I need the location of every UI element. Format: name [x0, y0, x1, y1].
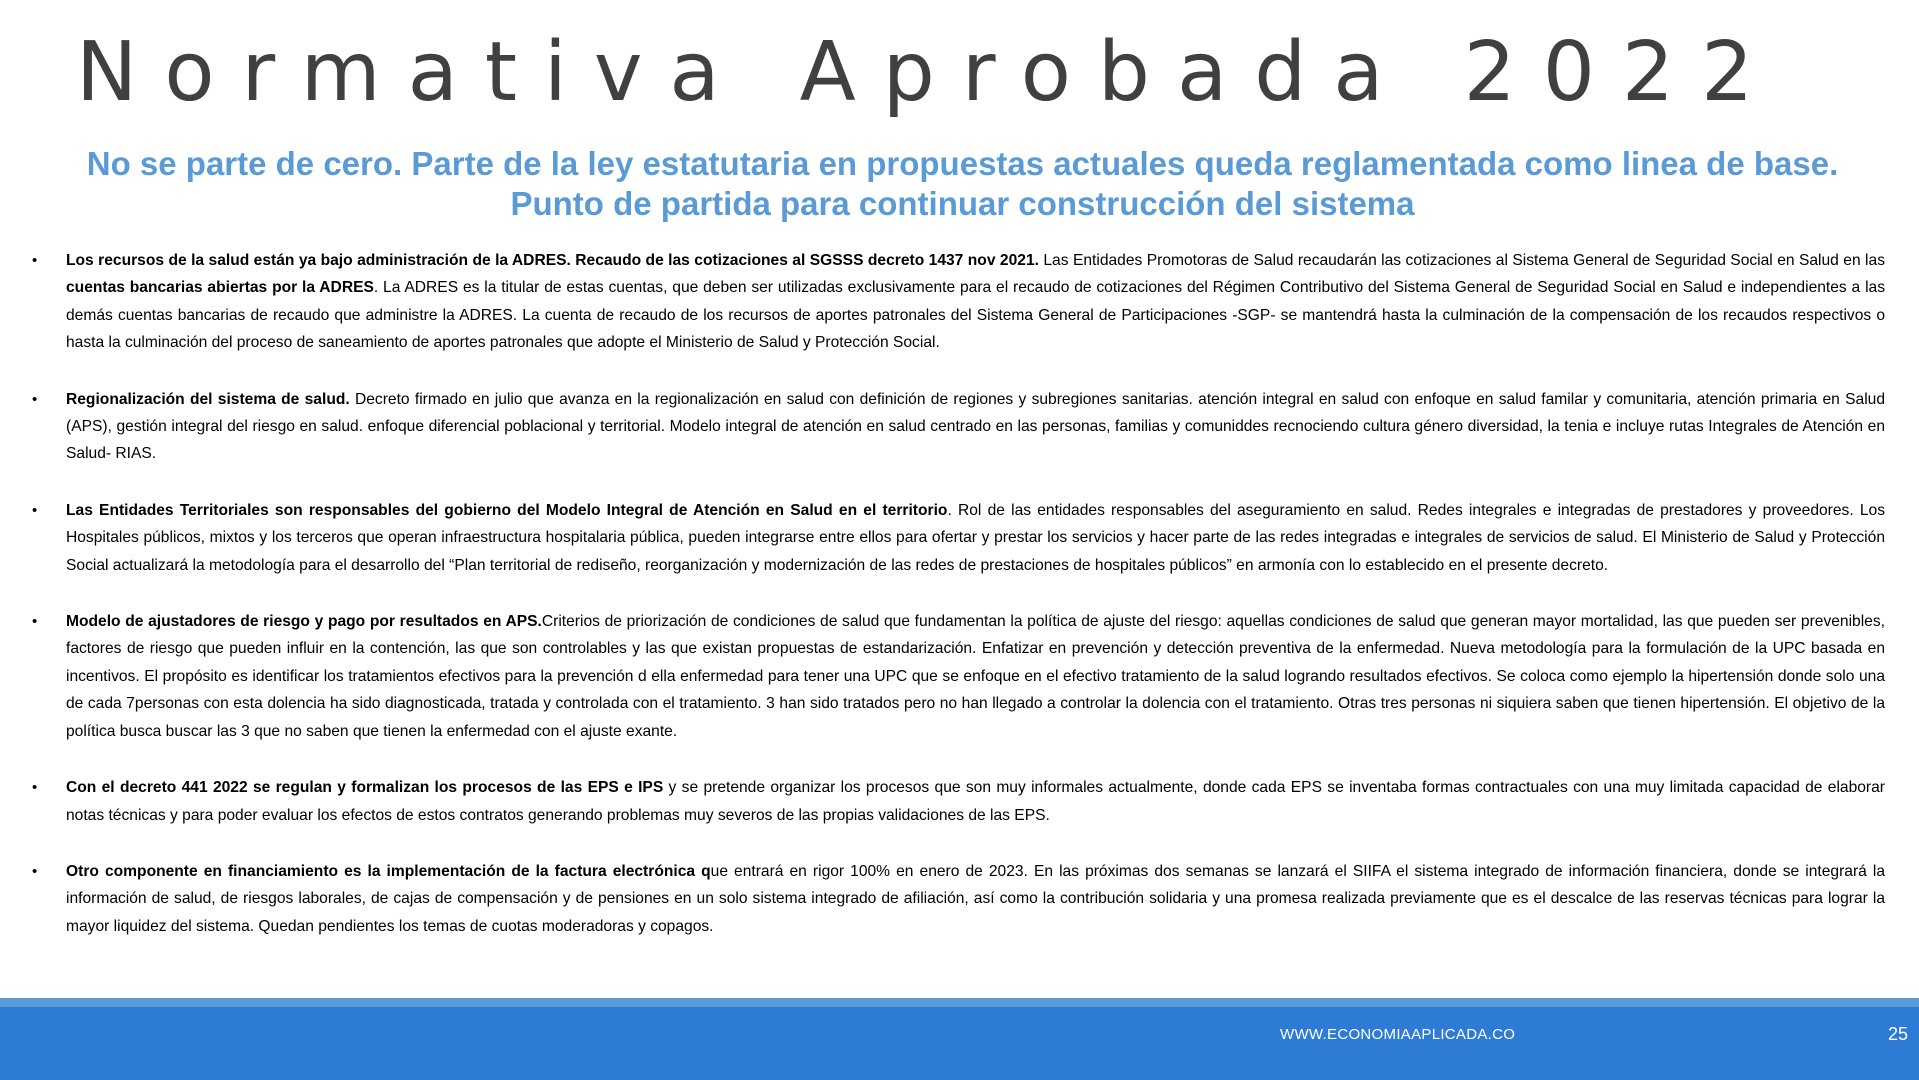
bullet-text: Decreto firmado en julio que avanza en la regionalización en salud con definición de regiones y subregiones sanitarias. atención integral en salud con enfoque en salud familar y comunitaria, atención primaria en Salud (APS), gestión integral del riesgo en salud. enfoque diferencial poblacional y territorial. Modelo integral de atención en salud centrado en las personas, familias y comuniddes recnociendo cultura género diversidad, la tenia e incluye rutas Integrales de Atención en Salud- RIAS. [66, 390, 1885, 463]
bullet-bold-text: Otro componente en financiamiento es la implementación de la factura electrónica q [66, 862, 711, 880]
slide-title: Normativa Aprobada 2022 [76, 25, 1781, 120]
bullet-entidades-territoriales [30, 497, 1885, 579]
subtitle-line-1: No se parte de cero. Parte de la ley estatutaria en propuestas actuales queda reglamentada como linea de base. [86, 145, 1839, 182]
footer-bar [0, 1007, 1919, 1080]
bullet-dot-icon: • [32, 252, 38, 269]
bullet-dot-icon: • [32, 501, 38, 519]
bullet-text: Criterios de priorización de condiciones de salud que fundamentan la política de ajuste del riesgo: aquellas condiciones de salud que generan mayor mortalidad, las que pueden ser prevenibles, factores de riesgo que pueden influir en la contención, las que son controlables y las que existan propuestas de estandarización. Enfatizar en prevención y detección preventiva de la enfermedad. Nueva metodología para la formulación de la UPC basada en incentivos. El propósito es identificar los tratamientos efectivos para la prevención d ella enfermedad para tener una UPC que se enfoque en el efectivo tratamiento de la salud logrando resultados efectivos. Se coloca como ejemplo la hipertensión donde solo una de cada 7personas con esta dolencia ha sido diagnosticada, tratada y controlada con el tratamiento. 3 han sido tratados pero no han llegado a controlar la dolencia con el tratamiento. Otras tres personas ni siquiera saben que tienen hipertensión. El objetivo de la política busca buscar las 3 que no saben que tienen la enfermedad con el ajuste exante. [66, 613, 1885, 740]
bullet-bold-text: Modelo de ajustadores de riesgo y pago por resultados en APS. [66, 613, 542, 631]
bullet-text: . La ADRES es la titular de estas cuentas, que deben ser utilizadas exclusivamente para el recaudo de cotizaciones del Régimen Contributivo del Sistema General de Seguridad Social en Salud e independientes a las demás cuentas bancarias de recaudo que administre la ADRES. La cuenta de recaudo de los recursos de aportes patronales del Sistema General de Participaciones -SGP- se mantendrá hasta la culminación de la compensación de los recaudos respectivos o hasta la culminación del proceso de saneamiento de aportes patronales que adopte el Ministerio de Salud y Protección Social. [66, 279, 1886, 352]
bullet-ajustadores-riesgo [30, 608, 1885, 745]
page-number: 25 [1888, 1024, 1909, 1044]
bullet-text: . Rol de las entidades responsables del aseguramiento en salud. Redes integrales e integradas de prestadores y proveedores. Los Hospitales públicos, mixtos y los terceros que operan infraestructura hospitalaria pública, pueden integrarse entre ellos para ofertar y prestar los servicios y hacer parte de las redes integradas e integrales de servicios de salud. El Ministerio de Salud y Protección Social actualizará la metodología para el desarrollo del “Plan territorial de rediseño, reorganización y modernización de las redes de prestaciones de hospitales públicos” en armonía con lo establecido en el presente decreto. [66, 501, 1886, 574]
bullet-dot-icon: • [32, 390, 38, 408]
bullet-bold-text: Con el decreto 441 2022 se regulan y formalizan los procesos de las EPS e IPS [66, 779, 664, 797]
bullet-factura-electronica [30, 858, 1885, 940]
bullet-bold-text: Las Entidades Territoriales son responsables del gobierno del Modelo Integral de Atención en Salud en el territorio [66, 501, 948, 519]
bullet-text: Las Entidades Promotoras de Salud recaudarán las cotizaciones al Sistema General de Seguridad Social en Salud en las [1038, 252, 1885, 269]
bullet-dot-icon: • [32, 862, 38, 880]
slide-subtitle [40, 144, 1885, 224]
bullet-adres [30, 247, 1885, 357]
bullet-bold-text: Regionalización del sistema de salud. [66, 390, 350, 408]
bullet-text: y se pretende organizar los procesos que son muy informales actualmente, donde cada EPS se inventaba formas contractuales con una muy limitada capacidad de elaborar notas técnicas y para poder evaluar los efectos de estos contratos generando problemas muy severos de las propias validaciones de las EPS. [66, 779, 1885, 824]
bullet-decreto-441 [30, 774, 1885, 829]
bullet-list [30, 247, 1885, 969]
footer-website-link[interactable]: WWW.ECONOMIAAPLICADA.CO [1280, 1026, 1516, 1043]
bullet-dot-icon: • [32, 779, 38, 797]
bullet-dot-icon: • [32, 613, 38, 631]
footer-stripe [0, 998, 1919, 1007]
bullet-bold-text: Los recursos de la salud están ya bajo administración de la ADRES. Recaudo de las cotizaciones al SGSSS decreto 1437 nov 2021. [66, 252, 1039, 269]
bullet-text: ue entrará en rigor 100% en enero de 2023. En las próximas dos semanas se lanzará el SIIFA el sistema integrado de información financiera, donde se integrará la información de salud, de riesgos laborales, de cajas de compensación y de pensiones en un solo sistema integrado de afiliación, así como la contribución solidaria y una promesa realizada previamente que es el descalce de las reservas técnicas para lograr la mayor liquidez del sistema. Quedan pendientes los temas de cuotas moderadoras y copagos. [66, 862, 1886, 935]
bullet-bold-text: cuentas bancarias abiertas por la ADRES [66, 279, 374, 297]
subtitle-line-2: Punto de partida para continuar construcción del sistema [510, 185, 1415, 222]
bullet-regionalizacion [30, 386, 1885, 468]
